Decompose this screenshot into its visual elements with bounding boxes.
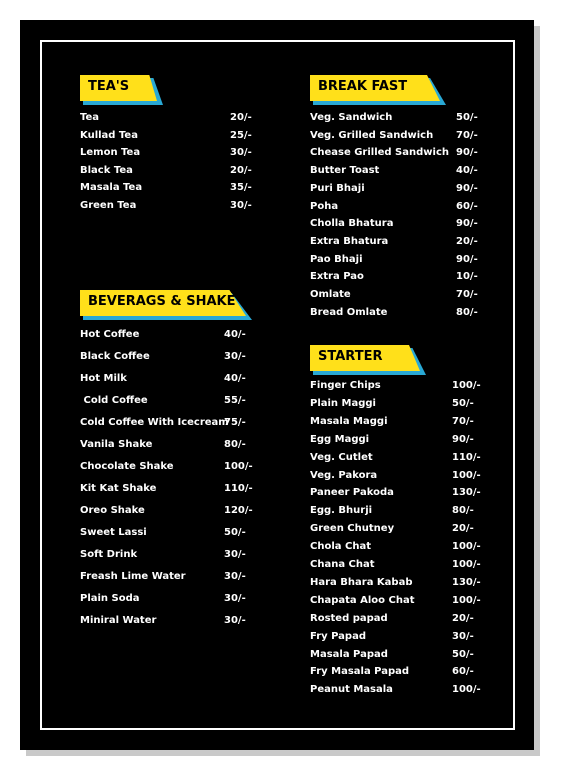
menu-item-price: 90/- (456, 147, 478, 159)
menu-item-price: 25/- (230, 129, 252, 141)
menu-item-name: Chease Grilled Sandwich (310, 147, 449, 159)
menu-item-price: 110/- (452, 451, 481, 463)
menu-item-name: Cholla Bhatura (310, 218, 394, 230)
menu-item-price: 100/- (452, 559, 481, 570)
menu-item-price: 100/- (452, 684, 481, 696)
menu-item-price: 30/- (230, 147, 252, 159)
menu-item-name: Extra Pao (310, 271, 364, 283)
menu-item-name: Fry Masala Papad (310, 666, 410, 678)
menu-item-price: 20/- (230, 164, 252, 176)
menu-item-price: 30/- (224, 351, 246, 362)
menu-item-name: Cold Coffee (80, 395, 148, 406)
menu-item-name: Cold Coffee With Icecream (80, 417, 229, 428)
menu-border (40, 40, 515, 730)
menu-item-price: 50/- (452, 648, 474, 660)
menu-item-price: 35/- (230, 182, 252, 194)
menu-item-name: Freash Lime Water (80, 571, 186, 582)
menu-item-price: 90/- (456, 253, 478, 265)
menu-item-price: 20/- (452, 523, 474, 535)
menu-item-name: Lemon Tea (80, 147, 141, 159)
menu-item-price: 50/- (224, 527, 246, 538)
menu-item-price: 100/- (452, 541, 481, 553)
menu-item-price: 40/- (224, 329, 246, 340)
menu-item-name: Green Chutney (310, 523, 395, 535)
menu-item-name: Kit Kat Shake (80, 483, 157, 494)
menu-item-name: Finger Chips (310, 380, 381, 391)
menu-item-name: Chocolate Shake (80, 461, 174, 472)
menu-item-price: 20/- (230, 112, 252, 123)
menu-item-name: Chola Chat (310, 541, 371, 553)
menu-item-name: Hara Bhara Kabab (310, 576, 413, 588)
menu-item-name: Oreo Shake (80, 505, 145, 516)
menu-item-name: Omlate (310, 289, 351, 300)
menu-item-name: Veg. Pakora (310, 469, 378, 481)
menu-item-name: Egg. Bhurji (310, 505, 373, 517)
menu-item-price: 30/- (224, 571, 246, 582)
menu-item-price: 55/- (224, 395, 246, 406)
breakfast-header (310, 75, 440, 101)
menu-item-name: Vanila Shake (80, 439, 153, 450)
menu-item-name: Sweet Lassi (80, 527, 147, 538)
menu-item-name: Masala Papad (310, 648, 388, 660)
menu-item-price: 90/- (452, 433, 474, 445)
menu-item-name: Hot Milk (80, 373, 127, 384)
teas-title: TEA'S (88, 79, 130, 94)
menu-item-name: Chana Chat (310, 559, 375, 570)
menu-item-name: Black Tea (80, 164, 133, 176)
menu-item-name: Soft Drink (80, 549, 138, 560)
menu-item-price: 110/- (224, 483, 253, 494)
menu-item-name: Egg Maggi (310, 433, 370, 445)
menu-item-name: Plain Soda (80, 593, 140, 604)
menu-item-price: 40/- (456, 165, 478, 177)
menu-item-price: 100/- (452, 380, 481, 391)
menu-card (20, 20, 534, 750)
beverages-title: BEVERAGS & SHAKE (88, 294, 236, 309)
menu-item-price: 130/- (452, 487, 481, 499)
menu-item-name: Bread Omlate (310, 306, 388, 318)
menu-item-price: 30/- (452, 630, 474, 642)
menu-item-name: Masala Maggi (310, 415, 388, 427)
menu-item-price: 70/- (452, 415, 474, 427)
menu-item-price: 50/- (456, 112, 478, 123)
menu-item-name: Green Tea (80, 200, 137, 211)
menu-item-price: 90/- (456, 218, 478, 230)
starter-header (310, 345, 420, 371)
menu-item-name: Rosted papad (310, 612, 388, 624)
menu-item-price: 60/- (452, 666, 474, 678)
menu-item-name: Masala Tea (80, 182, 143, 194)
menu-item-price: 80/- (224, 439, 246, 450)
menu-item-name: Black Coffee (80, 351, 150, 362)
menu-item-name: Butter Toast (310, 165, 380, 177)
menu-item-name: Veg. Cutlet (310, 451, 373, 463)
menu-item-price: 30/- (230, 200, 252, 211)
menu-item-price: 30/- (224, 593, 246, 604)
menu-item-name: Fry Papad (310, 630, 366, 642)
menu-item-price: 80/- (452, 505, 474, 517)
menu-item-price: 130/- (452, 576, 481, 588)
menu-item-name: Hot Coffee (80, 329, 140, 340)
menu-item-price: 80/- (456, 306, 478, 318)
breakfast-title: BREAK FAST (318, 79, 408, 94)
menu-item-price: 100/- (452, 469, 481, 481)
menu-item-name: Veg. Sandwich (310, 112, 393, 123)
menu-item-name: Miniral Water (80, 615, 157, 626)
menu-item-name: Puri Bhaji (310, 182, 365, 194)
menu-item-price: 10/- (456, 271, 478, 283)
menu-item-price: 100/- (452, 594, 481, 606)
menu-item-name: Paneer Pakoda (310, 487, 394, 499)
starter-title: STARTER (318, 349, 383, 364)
menu-item-name: Tea (80, 112, 100, 123)
menu-item-price: 50/- (452, 397, 474, 409)
menu-item-price: 90/- (456, 182, 478, 194)
beverages-header (80, 290, 246, 316)
menu-item-price: 20/- (452, 612, 474, 624)
menu-item-price: 60/- (456, 200, 478, 212)
menu-item-name: Veg. Grilled Sandwich (310, 129, 434, 141)
menu-item-name: Pao Bhaji (310, 253, 363, 265)
menu-item-name: Chapata Aloo Chat (310, 594, 415, 606)
menu-item-price: 30/- (224, 615, 246, 626)
menu-item-price: 20/- (456, 235, 478, 247)
menu-item-name: Poha (310, 200, 339, 212)
menu-item-name: Extra Bhatura (310, 235, 389, 247)
menu-item-name: Peanut Masala (310, 684, 393, 696)
menu-item-price: 70/- (456, 129, 478, 141)
menu-item-price: 30/- (224, 549, 246, 560)
menu-item-name: Kullad Tea (80, 129, 138, 141)
menu-item-price: 100/- (224, 461, 253, 472)
menu-item-name: Plain Maggi (310, 397, 376, 409)
menu-item-price: 70/- (456, 289, 478, 300)
menu-item-price: 75/- (224, 417, 246, 428)
menu-item-price: 120/- (224, 505, 253, 516)
menu-item-price: 40/- (224, 373, 246, 384)
teas-header (80, 75, 157, 101)
